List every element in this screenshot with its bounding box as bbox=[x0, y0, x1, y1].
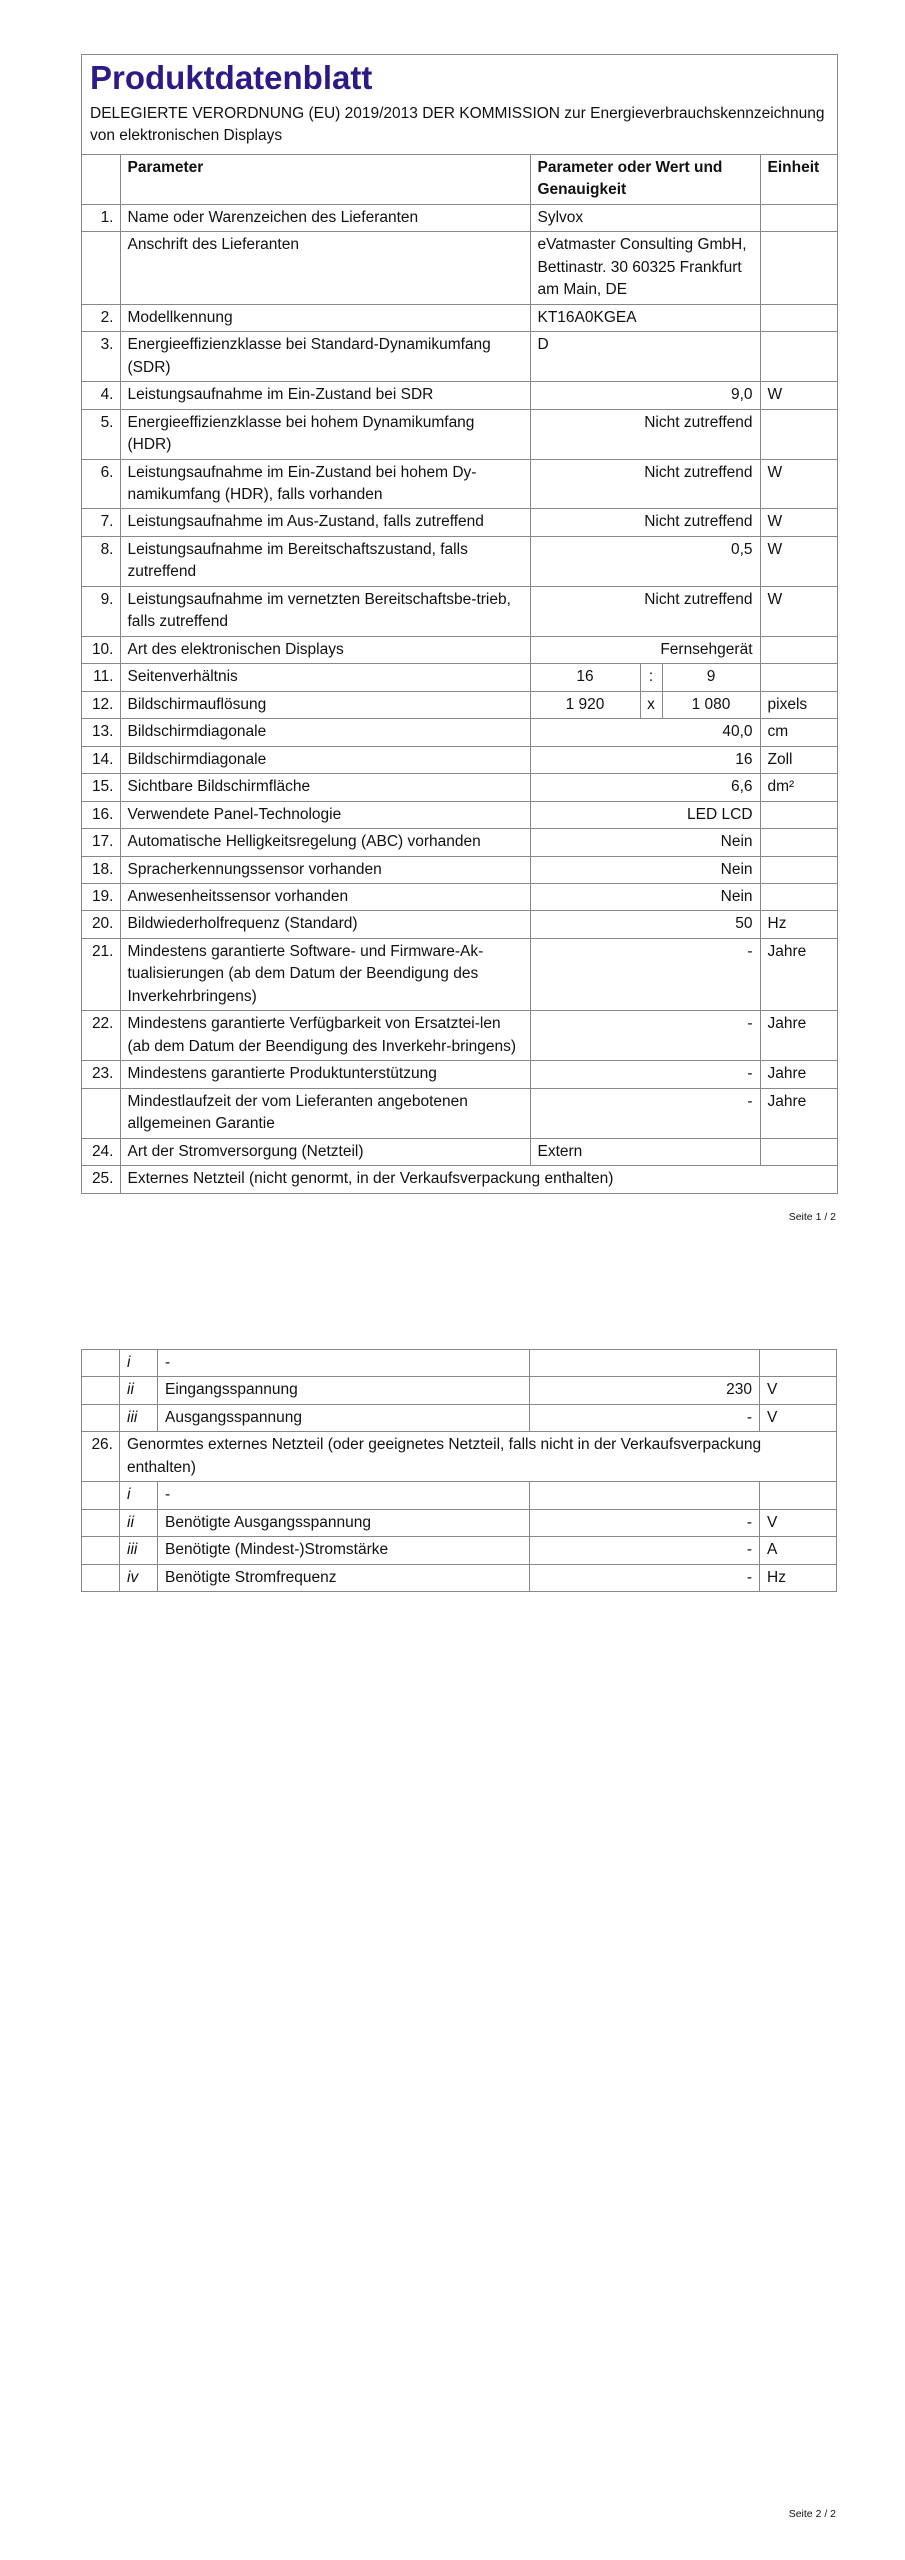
table-row bbox=[82, 459, 837, 509]
row-value: - bbox=[530, 1011, 760, 1061]
row-value: 40,0 bbox=[530, 719, 760, 746]
row-number: 10. bbox=[82, 636, 120, 663]
row-number: 6. bbox=[82, 459, 120, 509]
page-number: Seite 1 / 2 bbox=[788, 1211, 836, 1223]
sub-row bbox=[82, 1564, 837, 1591]
row-number: 1. bbox=[82, 204, 120, 231]
sub-value: 230 bbox=[530, 1377, 760, 1404]
sub-value: - bbox=[530, 1564, 760, 1591]
row-value: Nicht zutreffend bbox=[530, 459, 760, 509]
row-unit bbox=[760, 1138, 837, 1165]
row-parameter: Leistungsaufnahme im Bereitschaftszustand, falls zutreffend bbox=[120, 536, 530, 586]
row-number: 25. bbox=[82, 1166, 120, 1193]
row-unit: pixels bbox=[760, 691, 837, 718]
table-row bbox=[82, 1011, 837, 1061]
table-row bbox=[82, 536, 837, 586]
row-value: Nein bbox=[530, 829, 760, 856]
row-number-empty bbox=[82, 1509, 120, 1536]
row-parameter: Mindestlaufzeit der vom Lieferanten angebotenen allgemeinen Garantie bbox=[120, 1088, 530, 1138]
row-number: 18. bbox=[82, 856, 120, 883]
row-parameter: Leistungsaufnahme im vernetzten Bereitschaftsbe-trieb, falls zutreffend bbox=[120, 586, 530, 636]
sub-value bbox=[530, 1482, 760, 1509]
row-value: 6,6 bbox=[530, 774, 760, 801]
row-unit: Jahre bbox=[760, 1088, 837, 1138]
row-number: 16. bbox=[82, 801, 120, 828]
power-supply-row bbox=[82, 1138, 837, 1165]
row-value: 0,5 bbox=[530, 536, 760, 586]
row-number-empty bbox=[82, 1482, 120, 1509]
page-2 bbox=[0, 1230, 905, 2560]
value-a: 1 920 bbox=[530, 691, 640, 718]
row-parameter: Externes Netzteil (nicht genormt, in der Verkaufsverpackung enthalten) bbox=[120, 1166, 837, 1193]
row-number: 8. bbox=[82, 536, 120, 586]
header-num-cell bbox=[82, 155, 120, 204]
table-row bbox=[82, 409, 837, 459]
row-unit bbox=[760, 232, 837, 304]
sub-value: - bbox=[530, 1509, 760, 1536]
row-parameter: Mindestens garantierte Produktunterstützung bbox=[120, 1061, 530, 1088]
table-row bbox=[82, 382, 837, 409]
row-number-empty bbox=[82, 1537, 120, 1564]
row-parameter: Leistungsaufnahme im Aus-Zustand, falls zutreffend bbox=[120, 509, 530, 536]
regulation-subtitle: DELEGIERTE VERORDNUNG (EU) 2019/2013 DER KOMMISSION zur Energieverbrauchskennzeichnung von elektronischen Displays bbox=[90, 104, 825, 145]
row-number: 11. bbox=[82, 664, 120, 691]
header-unit: Einheit bbox=[760, 155, 837, 204]
row-parameter: Seitenverhältnis bbox=[120, 664, 530, 691]
row-value: LED LCD bbox=[530, 801, 760, 828]
table-row bbox=[82, 829, 837, 856]
sub-label: Ausgangsspannung bbox=[158, 1404, 530, 1431]
sub-value: - bbox=[530, 1404, 760, 1431]
row-unit: cm bbox=[760, 719, 837, 746]
row-parameter: Art des elektronischen Displays bbox=[120, 636, 530, 663]
row-number: 20. bbox=[82, 911, 120, 938]
row-value: eVatmaster Consulting GmbH, Bettinastr. 30 60325 Frankfurt am Main, DE bbox=[530, 232, 760, 304]
sub-label: - bbox=[158, 1482, 530, 1509]
row-parameter: Energieeffizienzklasse bei Standard-Dynamikumfang (SDR) bbox=[120, 332, 530, 382]
sub-index: iv bbox=[120, 1564, 158, 1591]
row-parameter: Anschrift des Lieferanten bbox=[120, 232, 530, 304]
table-row bbox=[82, 586, 837, 636]
row-unit: Jahre bbox=[760, 1011, 837, 1061]
sub-index: i bbox=[120, 1350, 158, 1377]
row-parameter: Modellkennung bbox=[120, 304, 530, 331]
row-value: Fernsehgerät bbox=[530, 636, 760, 663]
row-number: 9. bbox=[82, 586, 120, 636]
row-number: 22. bbox=[82, 1011, 120, 1061]
row-number: 7. bbox=[82, 509, 120, 536]
value-separator: x bbox=[640, 691, 662, 718]
sub-index: ii bbox=[120, 1509, 158, 1536]
row-unit: W bbox=[760, 382, 837, 409]
sub-row bbox=[82, 1377, 837, 1404]
row-number-empty bbox=[82, 1404, 120, 1431]
row-parameter: Bildwiederholfrequenz (Standard) bbox=[120, 911, 530, 938]
row-number: 17. bbox=[82, 829, 120, 856]
sub-row bbox=[82, 1509, 837, 1536]
sub-unit: V bbox=[760, 1509, 837, 1536]
row-parameter: Mindestens garantierte Verfügbarkeit von Ersatztei-len (ab dem Datum der Beendigung des Inverkehr-bringens) bbox=[120, 1011, 530, 1061]
row-value: Nicht zutreffend bbox=[530, 409, 760, 459]
row-number: 24. bbox=[82, 1138, 120, 1165]
row-unit: W bbox=[760, 536, 837, 586]
row-number bbox=[82, 1088, 120, 1138]
table-row bbox=[82, 774, 837, 801]
table-row bbox=[82, 509, 837, 536]
row-unit: Jahre bbox=[760, 938, 837, 1010]
product-datasheet-table-continued bbox=[81, 1349, 837, 1592]
table-row bbox=[82, 856, 837, 883]
table-row bbox=[82, 304, 837, 331]
row-unit bbox=[760, 829, 837, 856]
row-number: 12. bbox=[82, 691, 120, 718]
row-parameter: Spracherkennungssensor vorhanden bbox=[120, 856, 530, 883]
row-number: 13. bbox=[82, 719, 120, 746]
row-unit: Hz bbox=[760, 911, 837, 938]
sub-unit bbox=[760, 1350, 837, 1377]
title-block bbox=[82, 55, 837, 155]
table-header-row bbox=[82, 155, 837, 204]
resolution-row bbox=[82, 691, 837, 718]
sub-value bbox=[530, 1350, 760, 1377]
value-b: 1 080 bbox=[662, 691, 760, 718]
sub-label: Eingangsspannung bbox=[158, 1377, 530, 1404]
value-b: 9 bbox=[662, 664, 760, 691]
sub-index: ii bbox=[120, 1377, 158, 1404]
external-psu-row bbox=[82, 1166, 837, 1193]
row-parameter: Anwesenheitssensor vorhanden bbox=[120, 884, 530, 911]
row-parameter: Mindestens garantierte Software- und Firmware-Ak-tualisierungen (ab dem Datum der Beendigung des Inverkehrbringens) bbox=[120, 938, 530, 1010]
row-parameter: Name oder Warenzeichen des Lieferanten bbox=[120, 204, 530, 231]
row-unit: W bbox=[760, 586, 837, 636]
row-parameter: Automatische Helligkeitsregelung (ABC) vorhanden bbox=[120, 829, 530, 856]
sub-label: Benötigte (Mindest-)Stromstärke bbox=[158, 1537, 530, 1564]
datasheet-page-1 bbox=[81, 54, 838, 1194]
row-parameter: Verwendete Panel-Technologie bbox=[120, 801, 530, 828]
row-parameter: Leistungsaufnahme im Ein-Zustand bei hohem Dy-namikumfang (HDR), falls vorhanden bbox=[120, 459, 530, 509]
table-row bbox=[82, 232, 837, 304]
sub-unit: V bbox=[760, 1377, 837, 1404]
page-title: Produktdatenblatt bbox=[90, 59, 373, 96]
aspect-ratio-row bbox=[82, 664, 837, 691]
row-parameter: Leistungsaufnahme im Ein-Zustand bei SDR bbox=[120, 382, 530, 409]
sub-index: iii bbox=[120, 1537, 158, 1564]
row-number: 19. bbox=[82, 884, 120, 911]
row-value: 16 bbox=[530, 746, 760, 773]
row-number: 21. bbox=[82, 938, 120, 1010]
row-number-empty bbox=[82, 1350, 120, 1377]
value-separator: : bbox=[640, 664, 662, 691]
table-row bbox=[82, 746, 837, 773]
row-unit: Zoll bbox=[760, 746, 837, 773]
sub-row bbox=[82, 1482, 837, 1509]
sub-unit bbox=[760, 1482, 837, 1509]
row-unit bbox=[760, 884, 837, 911]
page-1 bbox=[0, 0, 905, 1230]
row-unit bbox=[760, 801, 837, 828]
row-parameter: Art der Stromversorgung (Netzteil) bbox=[120, 1138, 530, 1165]
row-unit bbox=[760, 304, 837, 331]
row-number bbox=[82, 232, 120, 304]
table-row bbox=[82, 719, 837, 746]
row-value: D bbox=[530, 332, 760, 382]
table-row bbox=[82, 884, 837, 911]
row-value: Nicht zutreffend bbox=[530, 509, 760, 536]
row-number: 23. bbox=[82, 1061, 120, 1088]
row-unit bbox=[760, 664, 837, 691]
table-row bbox=[82, 1061, 837, 1088]
row-value: 50 bbox=[530, 911, 760, 938]
row-value: Nicht zutreffend bbox=[530, 586, 760, 636]
row-value: - bbox=[530, 1061, 760, 1088]
row-value: KT16A0KGEA bbox=[530, 304, 760, 331]
row-value: - bbox=[530, 1088, 760, 1138]
row-number: 15. bbox=[82, 774, 120, 801]
sub-value: - bbox=[530, 1537, 760, 1564]
row-value: 9,0 bbox=[530, 382, 760, 409]
header-value: Parameter oder Wert und Genauigkeit bbox=[530, 155, 760, 204]
sub-label: Benötigte Stromfrequenz bbox=[158, 1564, 530, 1591]
row-number: 2. bbox=[82, 304, 120, 331]
row-value: - bbox=[530, 938, 760, 1010]
sub-unit: V bbox=[760, 1404, 837, 1431]
row-unit: Jahre bbox=[760, 1061, 837, 1088]
row-number: 26. bbox=[82, 1432, 120, 1482]
sub-row bbox=[82, 1404, 837, 1431]
row-unit bbox=[760, 856, 837, 883]
table-row bbox=[82, 911, 837, 938]
row-number-empty bbox=[82, 1377, 120, 1404]
row-value: Nein bbox=[530, 884, 760, 911]
standard-psu-row bbox=[82, 1432, 837, 1482]
row-value: Nein bbox=[530, 856, 760, 883]
table-row bbox=[82, 204, 837, 231]
table-row bbox=[82, 938, 837, 1010]
row-number: 14. bbox=[82, 746, 120, 773]
row-unit bbox=[760, 636, 837, 663]
row-unit: W bbox=[760, 509, 837, 536]
row-number: 5. bbox=[82, 409, 120, 459]
row-value: Extern bbox=[530, 1138, 760, 1165]
row-parameter: Energieeffizienzklasse bei hohem Dynamikumfang (HDR) bbox=[120, 409, 530, 459]
table-row bbox=[82, 801, 837, 828]
value-a: 16 bbox=[530, 664, 640, 691]
row-parameter: Bildschirmdiagonale bbox=[120, 719, 530, 746]
sub-index: i bbox=[120, 1482, 158, 1509]
sub-row bbox=[82, 1537, 837, 1564]
sub-index: iii bbox=[120, 1404, 158, 1431]
sub-unit: A bbox=[760, 1537, 837, 1564]
row-unit: dm² bbox=[760, 774, 837, 801]
sub-unit: Hz bbox=[760, 1564, 837, 1591]
row-parameter: Bildschirmdiagonale bbox=[120, 746, 530, 773]
sub-label: Benötigte Ausgangsspannung bbox=[158, 1509, 530, 1536]
page-number: Seite 2 / 2 bbox=[788, 2508, 836, 2520]
header-parameter: Parameter bbox=[120, 155, 530, 204]
row-number-empty bbox=[82, 1564, 120, 1591]
sub-row bbox=[82, 1350, 837, 1377]
row-unit bbox=[760, 204, 837, 231]
row-unit: W bbox=[760, 459, 837, 509]
row-parameter: Sichtbare Bildschirmfläche bbox=[120, 774, 530, 801]
table-row bbox=[82, 636, 837, 663]
table-row bbox=[82, 1088, 837, 1138]
table-row bbox=[82, 332, 837, 382]
datasheet-page-2 bbox=[81, 1349, 836, 1592]
row-parameter: Bildschirmauflösung bbox=[120, 691, 530, 718]
row-value: Sylvox bbox=[530, 204, 760, 231]
row-number: 3. bbox=[82, 332, 120, 382]
product-datasheet-table bbox=[82, 155, 837, 1194]
sub-label: - bbox=[158, 1350, 530, 1377]
row-unit bbox=[760, 332, 837, 382]
row-number: 4. bbox=[82, 382, 120, 409]
row-unit bbox=[760, 409, 837, 459]
row-parameter: Genormtes externes Netzteil (oder geeignetes Netzteil, falls nicht in der Verkaufsverpackung enthalten) bbox=[120, 1432, 837, 1482]
